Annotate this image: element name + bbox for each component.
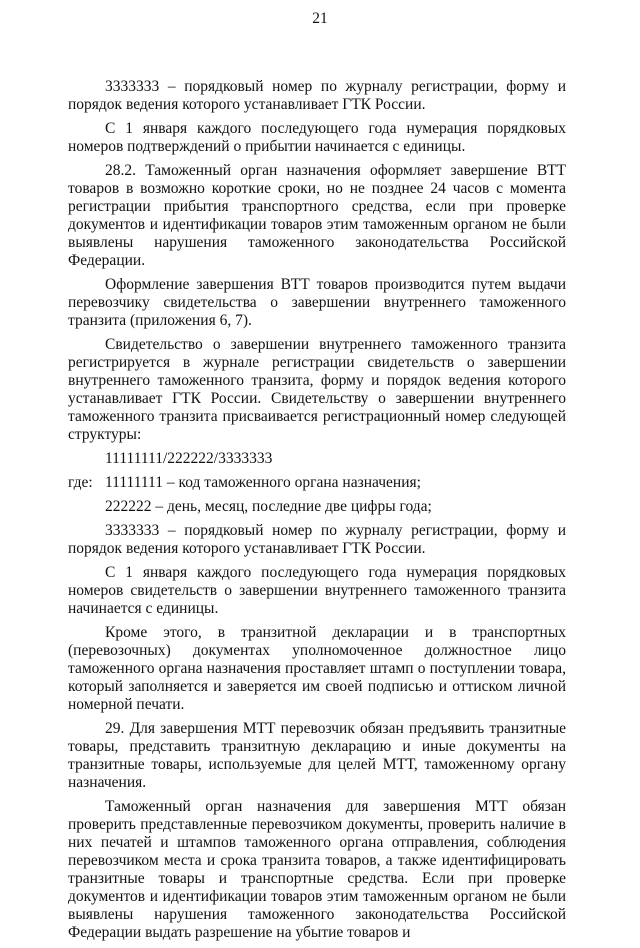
paragraph: 3333333 – порядковый номер по журналу регистрации, форму и порядок ведения которого устанавливает ГТК России. xyxy=(68,522,566,557)
paragraph: 29. Для завершения МТТ перевозчик обязан предъявить транзитные товары, представить транзитную декларацию и иные документы на транзитные товары, используемые для целей МТТ, таможенному органу назначения. xyxy=(68,720,566,791)
where-line xyxy=(68,474,566,492)
paragraph: Кроме этого, в транзитной декларации и в транспортных (перевозочных) документах уполномоченное должностное лицо таможенного органа назначения проставляет штамп о поступлении товара, который заполняется и заверяется им своей подписью и оттиском личной номерной печати. xyxy=(68,624,566,713)
paragraph: Оформление завершения ВТТ товаров производится путем выдачи перевозчику свидетельства о завершении внутреннего таможенного транзита (приложения 6, 7). xyxy=(68,276,566,329)
paragraph: 3333333 – порядковый номер по журналу регистрации, форму и порядок ведения которого устанавливает ГТК России. xyxy=(68,78,566,113)
where-text: 11111111 – код таможенного органа назначения; xyxy=(105,474,421,491)
document-body xyxy=(68,78,566,948)
paragraph: Свидетельство о завершении внутреннего таможенного транзита регистрируется в журнале регистрации свидетельств о завершении внутреннего таможенного транзита, форму и порядок ведения которого устанавливает ГТК России. Свидетельству о завершении внутреннего таможенного транзита присваивается регистрационный номер следующей структуры: xyxy=(68,336,566,443)
paragraph: 222222 – день, месяц, последние две цифры года; xyxy=(105,498,432,515)
page-number: 21 xyxy=(312,10,328,27)
paragraph: С 1 января каждого последующего года нумерация порядковых номеров подтверждений о прибытии начинается с единицы. xyxy=(68,120,566,155)
paragraph: 28.2. Таможенный орган назначения оформляет завершение ВТТ товаров в возможно короткие сроки, но не позднее 24 часов с момента регистрации прибытия транспортного средства, если при проверке документов и идентификации товаров этим таможенным органом не были выявлены нарушения таможенного законодательства Российской Федерации. xyxy=(68,162,566,269)
where-label: где: xyxy=(68,474,93,491)
paragraph: Таможенный орган назначения для завершения МТТ обязан проверить представленные перевозчиком документы, проверить наличие в них печатей и штампов таможенного органа отправления, соблюдения перевозчиком места и срока транзита товаров, а также идентифицировать транзитные товары и транспортные средства. Если при проверке документов и идентификации товаров этим таможенным органом не были выявлены нарушения таможенного законодательства Российской Федерации выдать разрешение на убытие товаров и xyxy=(68,798,566,941)
paragraph: С 1 января каждого последующего года нумерация порядковых номеров свидетельств о завершении внутреннего таможенного транзита начинается с единицы. xyxy=(68,564,566,617)
registration-number-format: 11111111/222222/3333333 xyxy=(105,450,273,467)
